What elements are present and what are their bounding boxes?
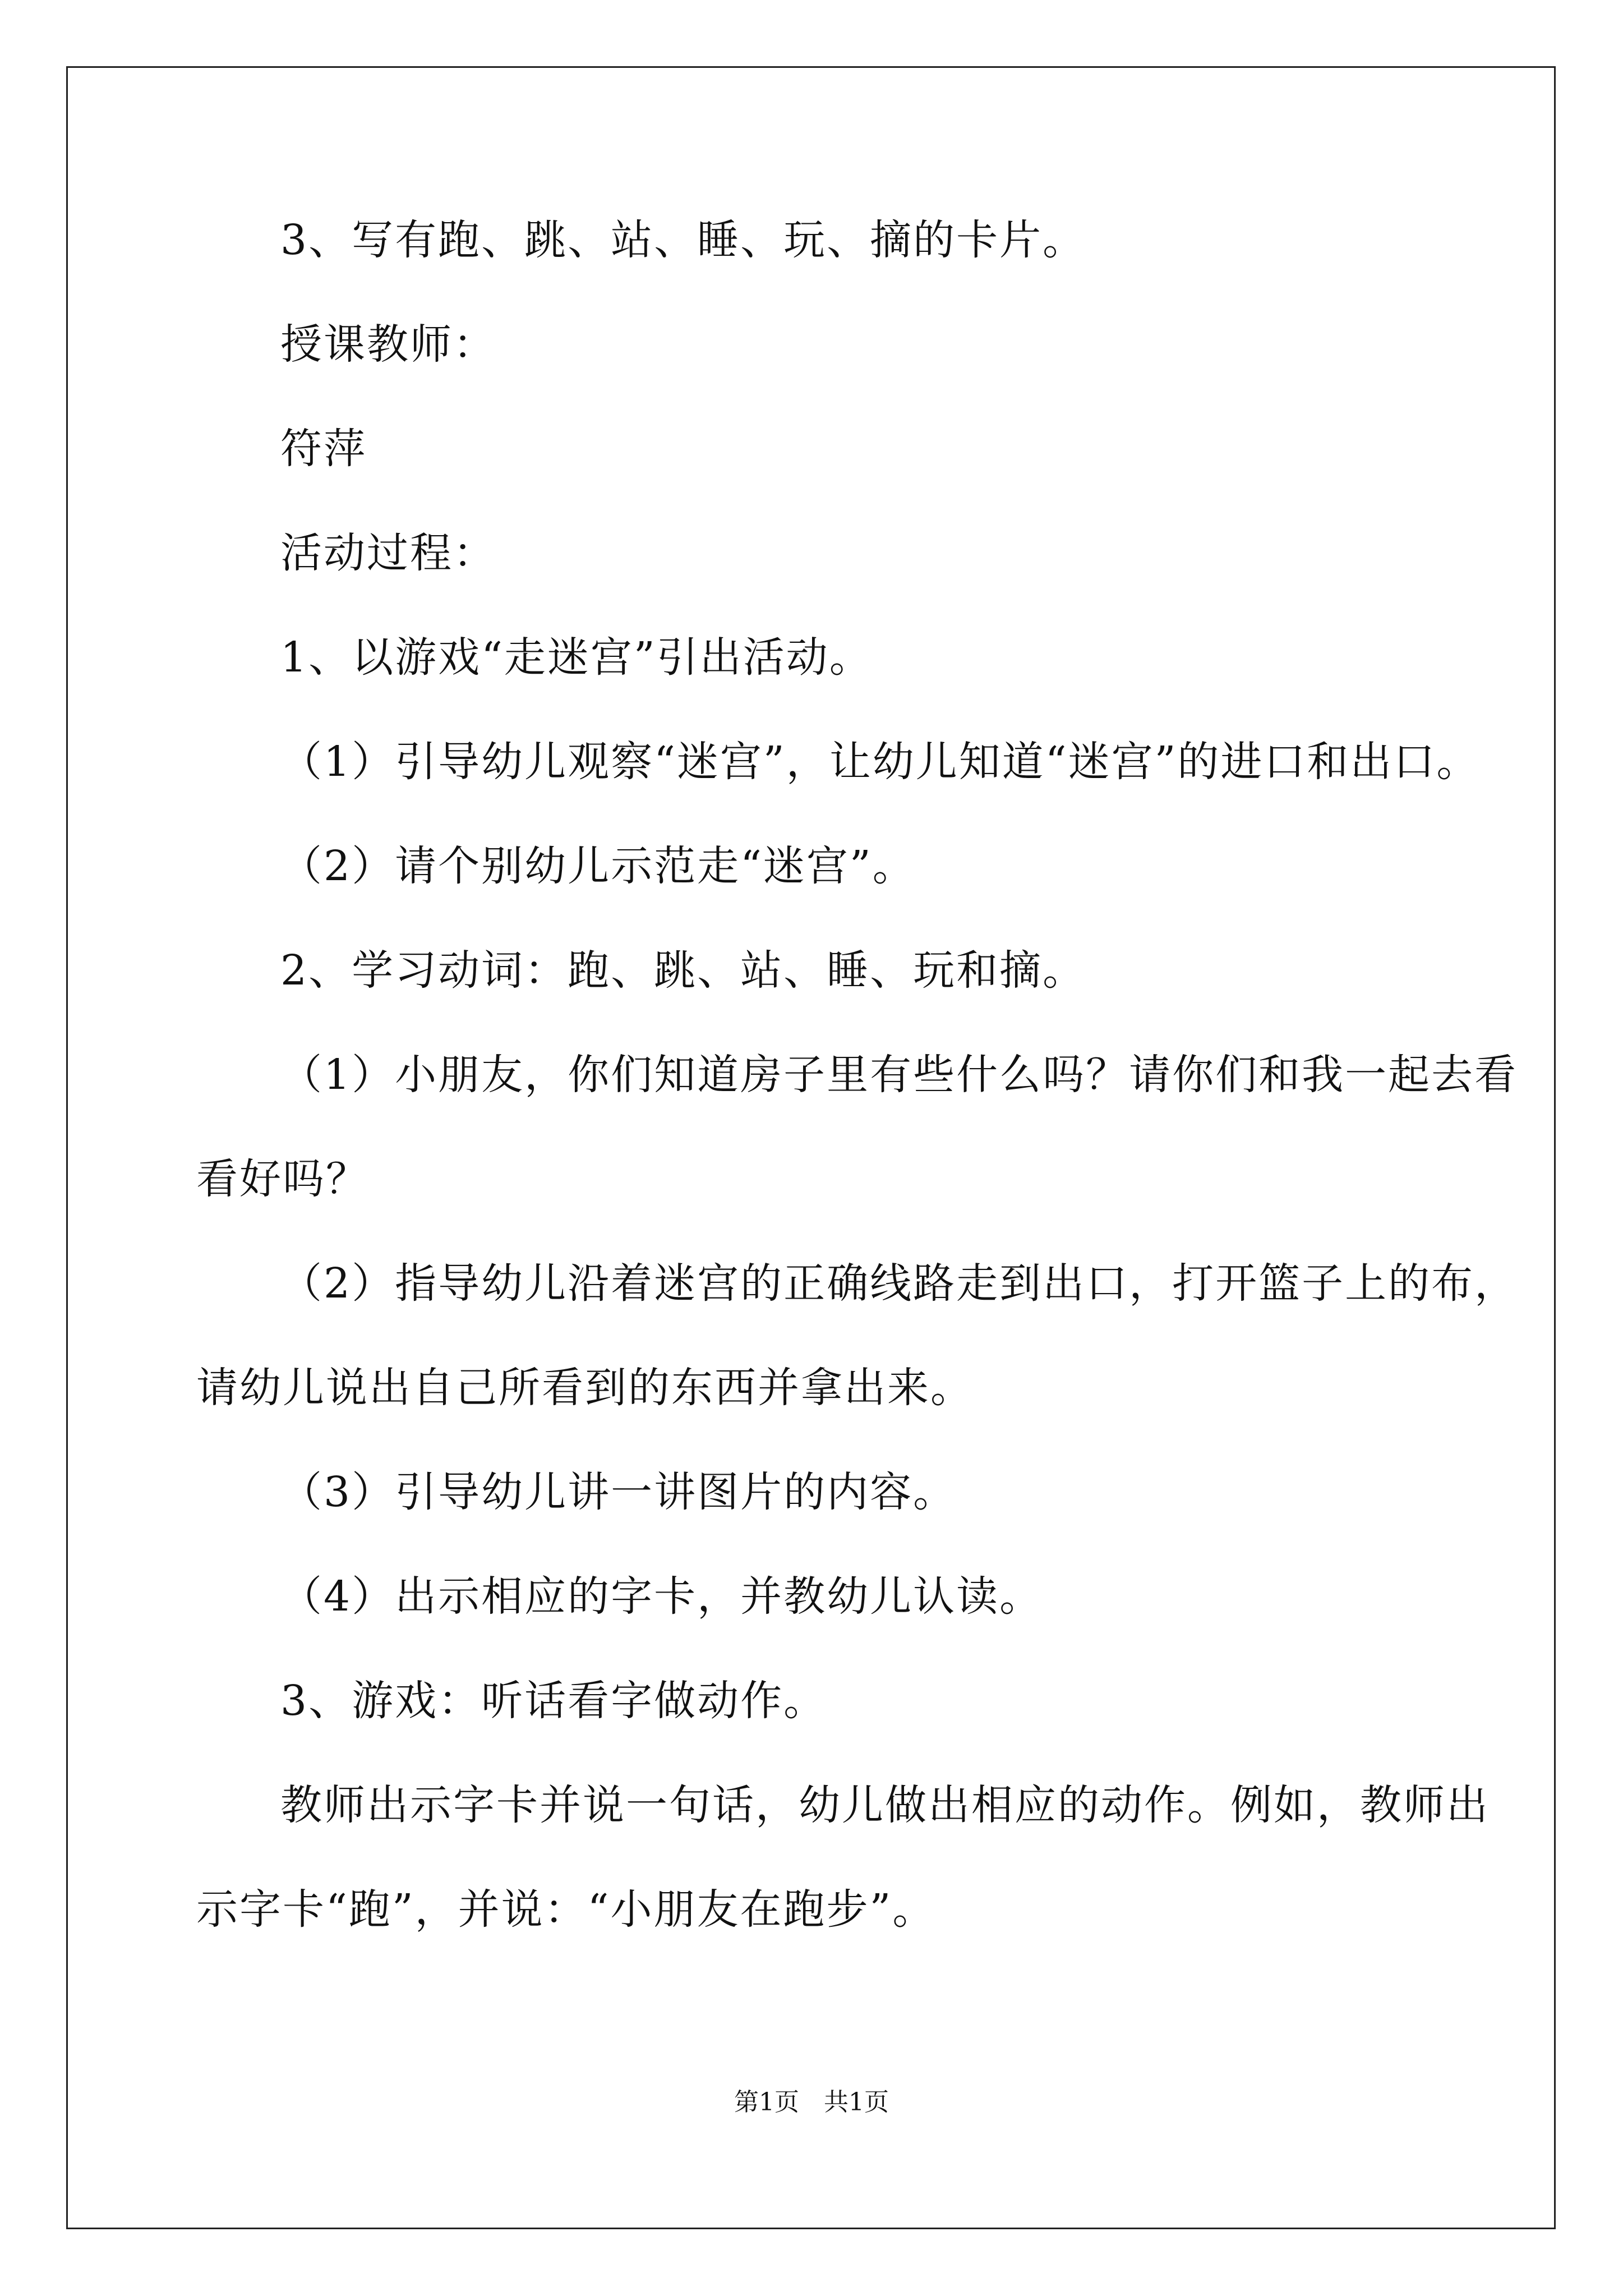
- line-step-1-2: （2）请个别幼儿示范走“迷宫”。: [280, 842, 916, 890]
- line-step-3: 3、游戏：听话看字做动作。: [280, 1677, 827, 1725]
- page-footer: 第1页 共1页: [734, 2088, 889, 2116]
- line-step-2-3: （3）引导幼儿讲一讲图片的内容。: [280, 1468, 957, 1516]
- line-step-3-desc: 教师出示字卡并说一句话，幼儿做出相应的动作。例如，教师出: [280, 1781, 1490, 1829]
- line-step-1: 1、以游戏“走迷宫”引出活动。: [280, 633, 873, 682]
- line-teacher-name: 符萍: [280, 425, 367, 473]
- line-step-2-1-cont: 看好吗？: [196, 1155, 369, 1203]
- line-step-2: 2、学习动词：跑、跳、站、睡、玩和摘。: [280, 946, 1086, 995]
- line-step-2-4: （4）出示相应的字卡，并教幼儿认读。: [280, 1572, 1043, 1621]
- line-materials-3: 3、写有跑、跳、站、睡、玩、摘的卡片。: [280, 216, 1086, 264]
- line-process-heading: 活动过程：: [280, 529, 496, 577]
- line-step-3-desc-cont: 示字卡“跑”，并说：“小朋友在跑步”。: [196, 1885, 936, 1934]
- line-step-2-2-cont: 请幼儿说出自己所看到的东西并拿出来。: [196, 1364, 974, 1412]
- line-step-1-1: （1）引导幼儿观察“迷宫”，让幼儿知道“迷宫”的进口和出口。: [280, 738, 1480, 786]
- line-teacher-label: 授课教师：: [280, 320, 496, 369]
- line-step-2-2: （2）指导幼儿沿着迷宫的正确线路走到出口，打开篮子上的布，: [280, 1259, 1518, 1308]
- line-step-2-1: （1）小朋友，你们知道房子里有些什么吗？请你们和我一起去看: [280, 1051, 1518, 1099]
